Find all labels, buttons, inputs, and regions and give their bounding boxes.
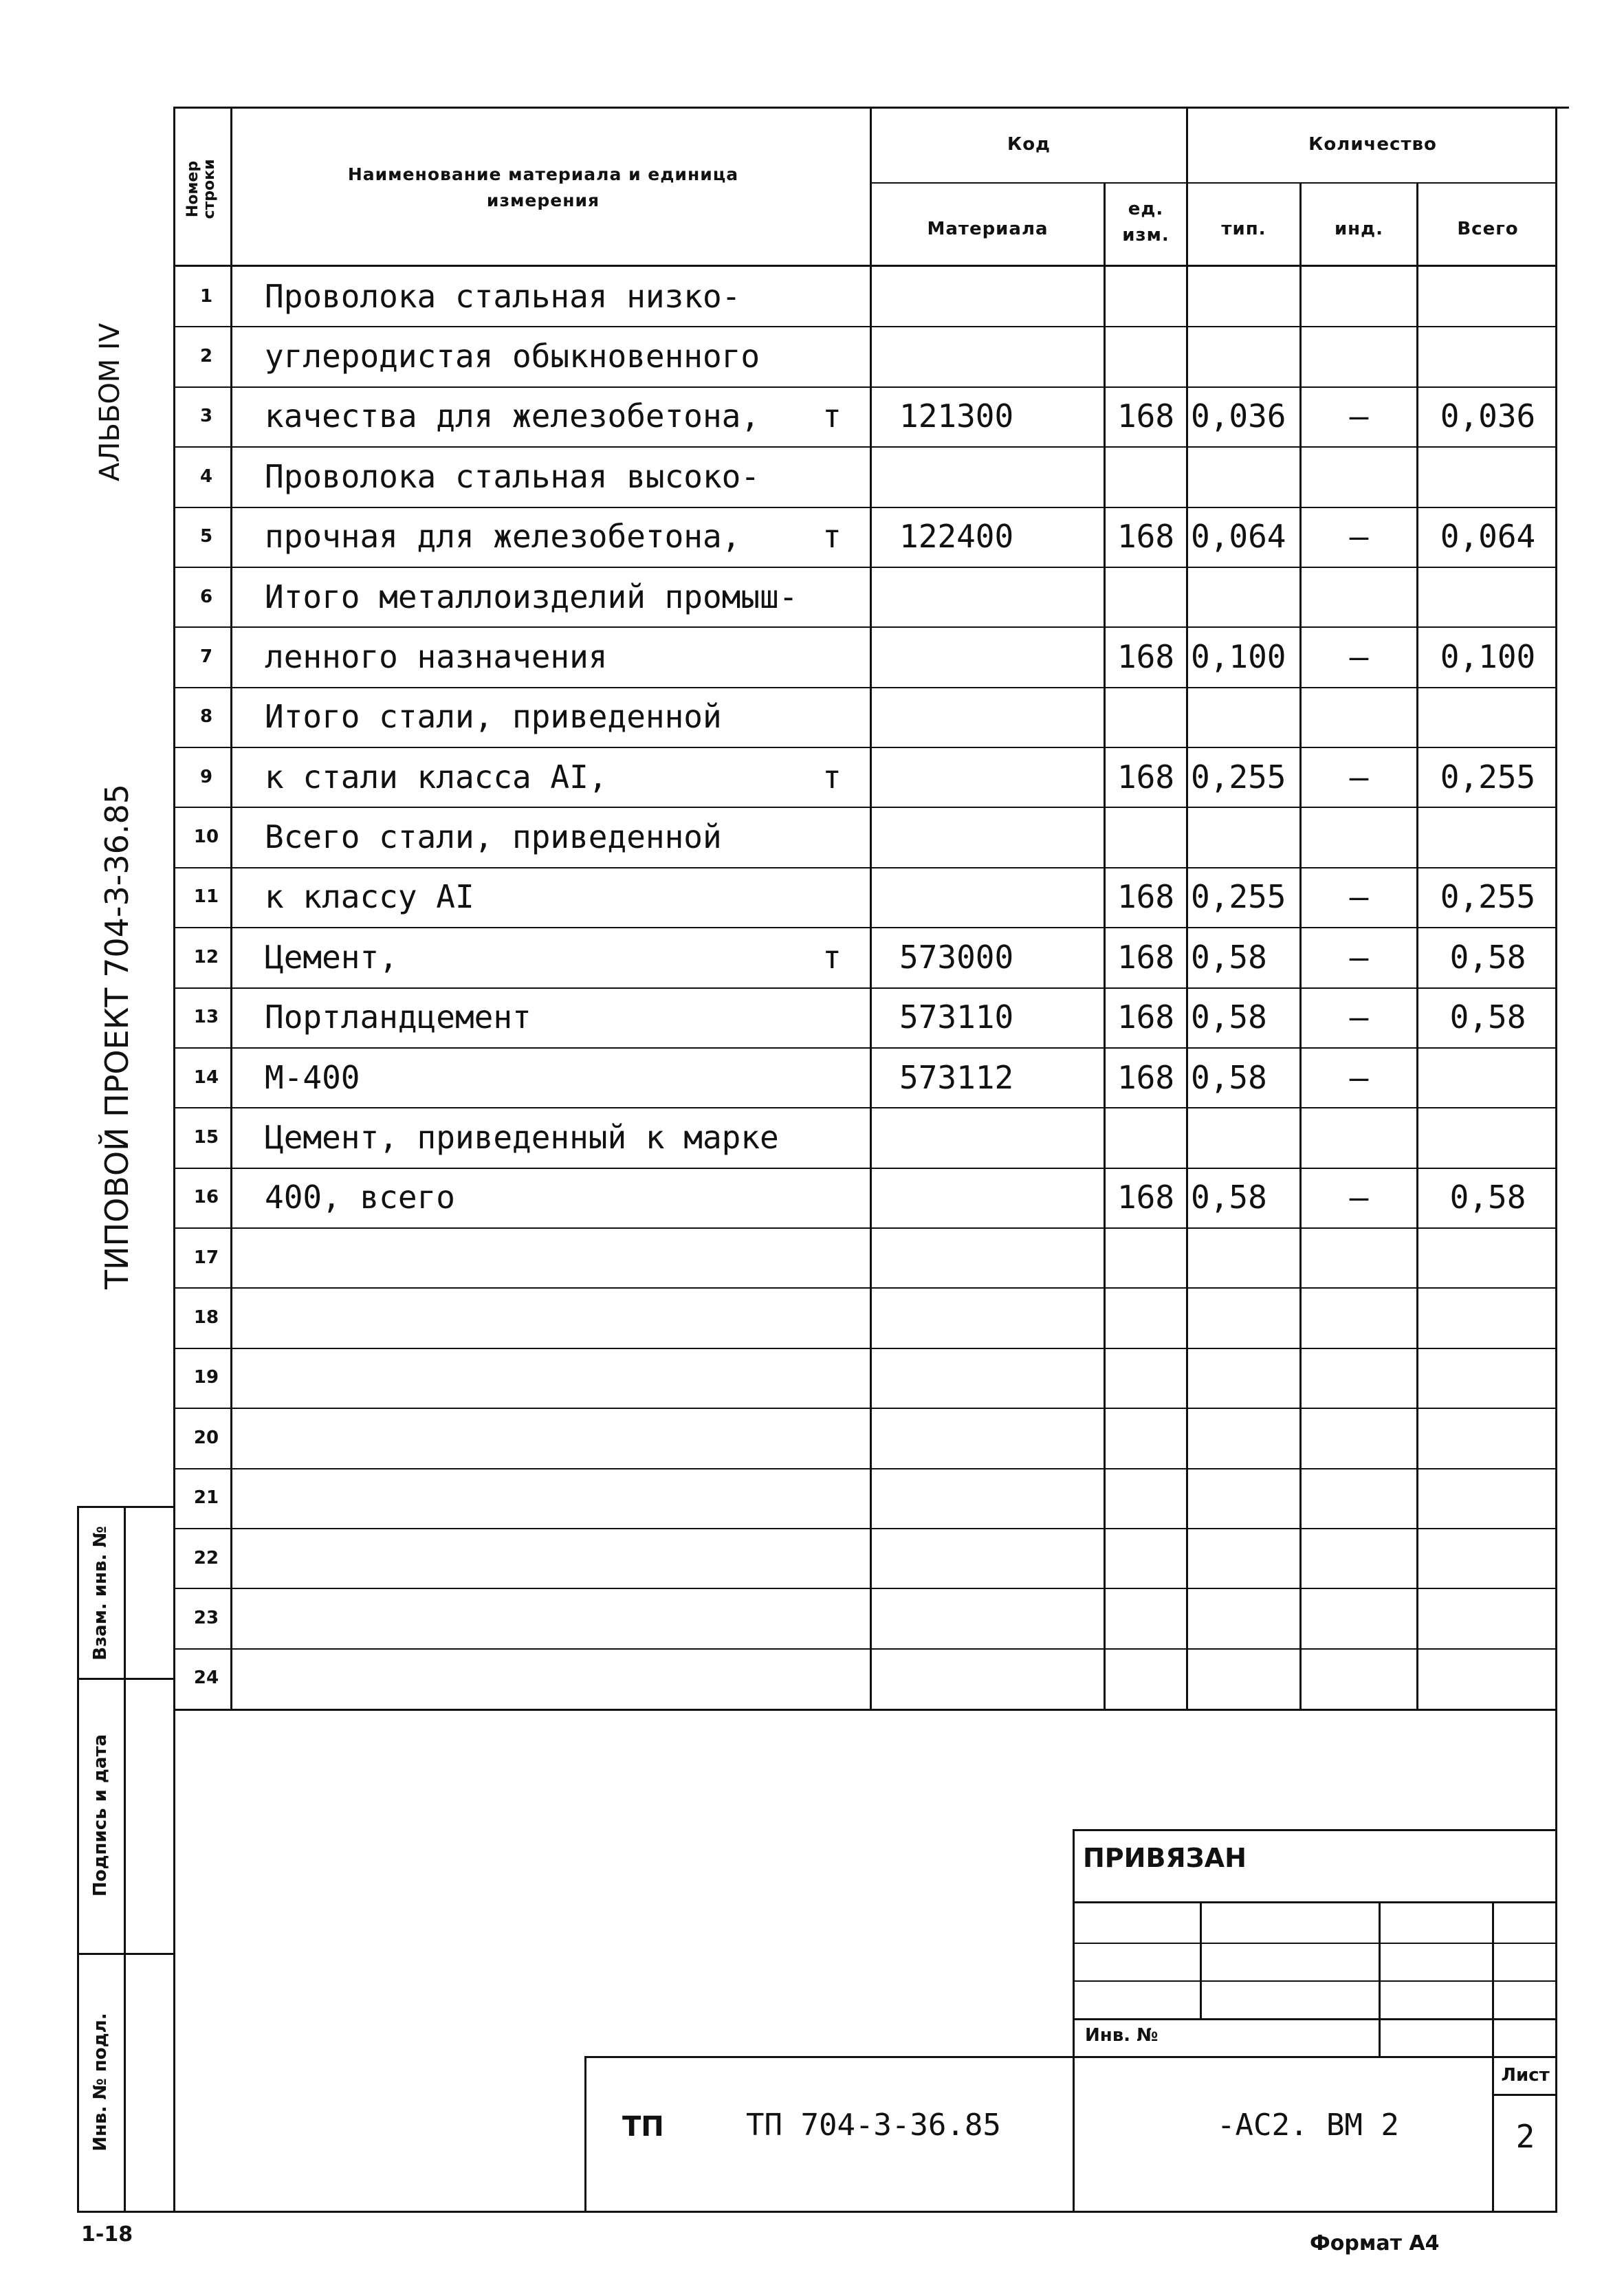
- row-typ: 0,58: [1191, 1179, 1267, 1216]
- row-code: 121300: [899, 397, 1014, 435]
- row-total: 0,255: [1440, 878, 1536, 915]
- header-ind: инд.: [1334, 219, 1384, 239]
- row-number: 10: [193, 827, 219, 847]
- row-name: Итого металлоизделий промыш-: [265, 578, 798, 615]
- row-number: 7: [199, 646, 213, 667]
- header-total: Всего: [1457, 219, 1519, 239]
- row-typ: 0,255: [1191, 878, 1286, 915]
- row-unit-mark: т: [822, 939, 842, 976]
- stamp-inv-orig: Инв. № подл.: [90, 2013, 111, 2152]
- row-ind: —: [1349, 878, 1369, 915]
- format-label: Формат А4: [1310, 2231, 1440, 2255]
- row-typ: 0,58: [1191, 939, 1267, 976]
- row-number: 14: [193, 1067, 219, 1088]
- row-name: к стали класса AI,: [265, 758, 608, 796]
- attached-label: ПРИВЯЗАН: [1083, 1843, 1247, 1873]
- row-name: прочная для железобетона,: [265, 518, 741, 555]
- row-name: Цемент, приведенный к марке: [265, 1119, 779, 1156]
- row-number: 6: [199, 587, 213, 607]
- row-name: Всего стали, приведенной: [265, 818, 722, 855]
- row-number: 12: [193, 947, 219, 967]
- stamp-replace-inv: Взам. инв. №: [90, 1526, 111, 1661]
- row-unit: 168: [1117, 1179, 1175, 1216]
- row-number: 22: [193, 1548, 219, 1568]
- row-unit-mark: т: [822, 397, 842, 435]
- row-code: 122400: [899, 518, 1014, 555]
- header-quantity: Количество: [1308, 134, 1437, 155]
- stamp-signature-date: Подпись и дата: [90, 1734, 111, 1897]
- row-number: 4: [199, 466, 213, 487]
- row-typ: 0,100: [1191, 638, 1286, 675]
- row-ind: —: [1349, 1059, 1369, 1096]
- header-rownum: Номер строки: [184, 159, 218, 219]
- row-number: 11: [193, 886, 219, 907]
- row-total: 0,58: [1449, 939, 1526, 976]
- row-unit: 168: [1117, 397, 1175, 435]
- row-unit: 168: [1117, 758, 1175, 796]
- row-total: 0,58: [1449, 1179, 1526, 1216]
- header-typ: тип.: [1221, 219, 1266, 239]
- row-name: Итого стали, приведенной: [265, 698, 722, 735]
- row-number: 16: [193, 1187, 219, 1207]
- row-number: 5: [199, 526, 213, 547]
- row-ind: —: [1349, 998, 1369, 1036]
- row-number: 21: [193, 1487, 219, 1508]
- document-mark: -АС2. ВМ 2: [1217, 2108, 1399, 2143]
- header-material: Материала: [927, 219, 1049, 239]
- row-total: 0,255: [1440, 758, 1536, 796]
- header-unit: ед. изм.: [1122, 199, 1170, 245]
- row-number: 1: [199, 286, 213, 307]
- row-number: 15: [193, 1127, 219, 1148]
- page-number: 1-18: [81, 2222, 133, 2246]
- album-label: АЛЬБОМ IV: [94, 322, 126, 481]
- row-total: 0,036: [1440, 397, 1536, 435]
- row-ind: —: [1349, 939, 1369, 976]
- row-typ: 0,064: [1191, 518, 1286, 555]
- sheet-label: Лист: [1501, 2065, 1550, 2086]
- row-unit: 168: [1117, 518, 1175, 555]
- row-name: Цемент,: [265, 939, 398, 976]
- row-name: к классу AI: [265, 878, 474, 915]
- row-ind: —: [1349, 397, 1369, 435]
- row-number: 8: [199, 706, 213, 727]
- row-typ: 0,255: [1191, 758, 1286, 796]
- row-number: 24: [193, 1668, 219, 1688]
- row-total: 0,064: [1440, 518, 1536, 555]
- row-total: 0,58: [1449, 998, 1526, 1036]
- tp-label: ТП: [622, 2111, 664, 2143]
- row-unit: 168: [1117, 878, 1175, 915]
- row-typ: 0,036: [1191, 397, 1286, 435]
- row-ind: —: [1349, 518, 1369, 555]
- header-code: Код: [1007, 134, 1051, 155]
- project-label: ТИПОВОЙ ПРОЕКТ 704-3-36.85: [98, 783, 135, 1289]
- row-number: 23: [193, 1608, 219, 1628]
- row-name: ленного назначения: [265, 638, 608, 675]
- sheet-number: 2: [1515, 2118, 1535, 2155]
- row-typ: 0,58: [1191, 998, 1267, 1036]
- row-ind: —: [1349, 1179, 1369, 1216]
- row-ind: —: [1349, 638, 1369, 675]
- row-number: 19: [193, 1367, 219, 1388]
- row-unit: 168: [1117, 638, 1175, 675]
- row-number: 13: [193, 1007, 219, 1027]
- row-total: 0,100: [1440, 638, 1536, 675]
- row-name: качества для железобетона,: [265, 397, 760, 435]
- row-name: Проволока стальная высоко-: [265, 458, 760, 495]
- row-name: Проволока стальная низко-: [265, 278, 741, 315]
- row-number: 9: [199, 767, 213, 787]
- row-code: 573000: [899, 939, 1014, 976]
- row-ind: —: [1349, 758, 1369, 796]
- row-number: 2: [199, 346, 213, 367]
- row-unit: 168: [1117, 998, 1175, 1036]
- row-unit: 168: [1117, 1059, 1175, 1096]
- row-name: Портландцемент: [265, 998, 531, 1036]
- document-code: ТП 704-3-36.85: [746, 2108, 1001, 2143]
- row-unit: 168: [1117, 939, 1175, 976]
- row-unit-mark: т: [822, 758, 842, 796]
- row-number: 17: [193, 1247, 219, 1268]
- row-name: 400, всего: [265, 1179, 455, 1216]
- row-typ: 0,58: [1191, 1059, 1267, 1096]
- row-number: 20: [193, 1428, 219, 1448]
- row-code: 573110: [899, 998, 1014, 1036]
- row-unit-mark: т: [822, 518, 842, 555]
- row-number: 3: [199, 406, 213, 426]
- row-code: 573112: [899, 1059, 1014, 1096]
- row-name: М-400: [265, 1059, 360, 1096]
- header-name: Наименование материала и единица измерения: [347, 164, 739, 210]
- inv-label: Инв. №: [1085, 2025, 1159, 2046]
- row-name: углеродистая обыкновенного: [265, 338, 760, 375]
- row-number: 18: [193, 1307, 219, 1328]
